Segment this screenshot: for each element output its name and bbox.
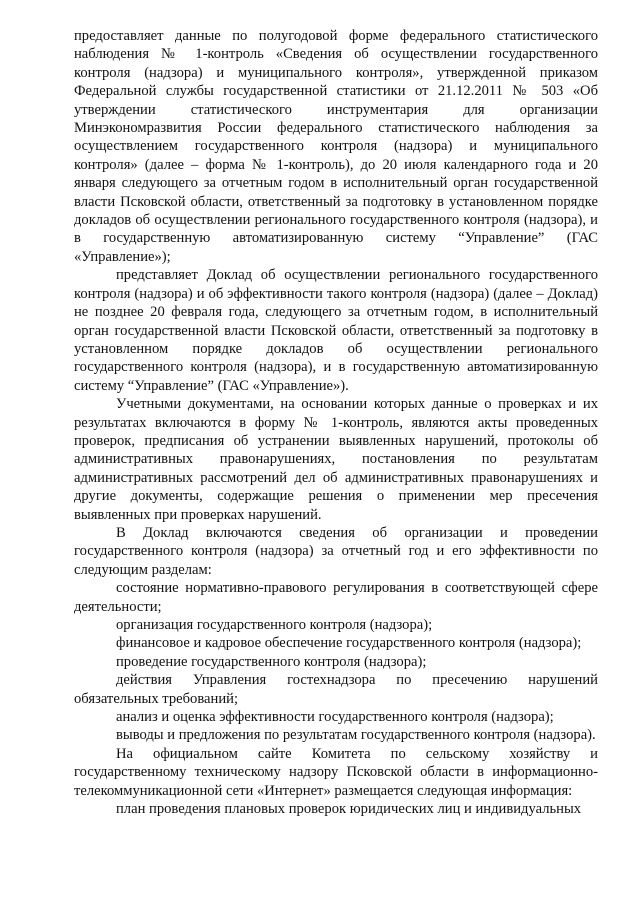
paragraph-annual-report: представляет Доклад об осуществлении регионального государственного контроля (надзора) и об эффективности такого контроля (надзора) (далее – Доклад) не позднее 20 февраля года, следующего за отчетным годом, в исполнительный орган государственной власти Псковской области, ответственный за подготовку в установленном порядке докладов об осуществлении регионального государственного контроля (надзора), и в государственную автоматизированную систему “Управление” (ГАС «Управление»). [74, 267, 598, 394]
list-item-effectiveness: анализ и оценка эффективности государственного контроля (надзора); [116, 709, 554, 726]
paragraph-report-sections-intro: В Доклад включаются сведения об организации и проведении государственного контроля (надзора) за отчетный год и его эффективности по следующим разделам: [74, 524, 598, 578]
document-page [74, 27, 598, 818]
paragraph-accounting-documents: Учетными документами, на основании которых данные о проверках и их результатах включаются в форму № 1-контроль, являются акты проведенных проверок, предписания об устранении выявленных нарушений, протоколы об административных правонарушениях, постановления по результатам административных рассмотрений дел об административных правонарушениях и другие документы, содержащие решения о применении мер пресечения выявленных при проверках нарушений. [74, 396, 598, 523]
list-item-conducting: проведение государственного контроля (надзора); [116, 653, 427, 670]
list-item-conclusions: выводы и предложения по результатам государственного контроля (надзора). [116, 727, 596, 744]
list-item-inspection-plan: план проведения плановых проверок юридических лиц и индивидуальных [116, 801, 582, 818]
paragraph-website-info: На официальном сайте Комитета по сельскому хозяйству и государственному техническому надзору Псковской области в информационно-телекоммуникационной сети «Интернет» размещается следующая информация: [74, 745, 598, 799]
list-item-regulation: состояние нормативно-правового регулирования в соответствующей сфере деятельности; [74, 580, 598, 615]
list-item-organization: организация государственного контроля (надзора); [116, 617, 433, 633]
paragraph-reporting-form: предоставляет данные по полугодовой форме федерального статистического наблюдения № 1-контроль «Сведения об осуществлении государственного контроля (надзора) и муниципального контроля», утвержденной приказом Федеральной службы государственной статистики от 21.12.2011 № 503 «Об утверждении статистического инструментария для организации Минэкономразвития России федерального статистического наблюдения за осуществлением государственного контроля (надзора) и муниципального контроля» (далее – форма № 1-контроль), до 20 июля календарного года и 20 января следующего за отчетным годом в исполнительный орган государственной власти Псковской области, ответственный за подготовку в установленном порядке докладов об осуществлении регионального государственного контроля (надзора), и в государственную автоматизированную систему “Управление” (ГАС «Управление»); [74, 28, 598, 265]
list-item-enforcement-actions: действия Управления гостехнадзора по пресечению нарушений обязательных требований; [74, 672, 598, 707]
list-item-financing-staffing: финансовое и кадровое обеспечение государственного контроля (надзора); [116, 635, 582, 652]
